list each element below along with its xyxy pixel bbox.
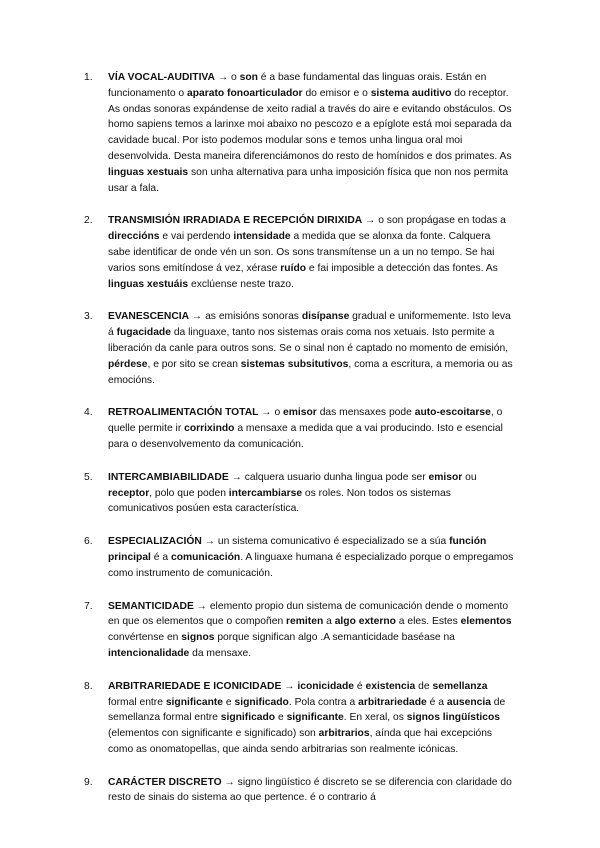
text-run: formal entre	[108, 696, 166, 708]
bold-term: sistemas subsitutivos	[240, 358, 349, 370]
bold-term: ruído	[280, 262, 307, 274]
bold-term: signos lingüísticos	[406, 712, 500, 724]
text-run: , aínda que hai excepcións como as onomatopellas, que ainda sendo arbitrarias son realmente icónicas.	[108, 728, 493, 755]
list-item-text	[108, 777, 512, 804]
bold-term: existencia	[365, 680, 416, 692]
text-run: convértense en	[108, 632, 182, 644]
bold-term: algo externo	[334, 616, 396, 628]
list-item-number: 9.	[84, 776, 93, 788]
text-run: , e por sito se crean	[147, 358, 241, 370]
text-run: , coma a escritura, a memoria ou as emocións.	[108, 358, 513, 386]
list-item	[84, 309, 514, 388]
bold-term: emisor	[428, 471, 463, 483]
bold-term: direccións	[108, 231, 160, 243]
text-run: son unha alternativa para unha imposición física que non nos permita usar a fala.	[108, 166, 509, 194]
text-run: . Pola contra a	[288, 696, 359, 708]
list-item-number: 3.	[84, 311, 93, 323]
text-run: da linguaxe, tanto nos sistemas orais coma nos xetuais. Isto permite a liberación da canle para outros sons. Se o sinal non é captado no momento de emisión,	[108, 327, 509, 354]
list-item-text	[108, 536, 513, 579]
text-run: → o	[214, 72, 240, 83]
bold-term: ausencia	[446, 696, 491, 708]
text-run: → o son propágase en todas a	[362, 215, 506, 227]
text-run: → un sistema comunicativo é especializado se a súa	[201, 536, 450, 548]
text-run: é a	[426, 696, 447, 708]
list-item	[84, 599, 514, 662]
list-item-text	[108, 311, 513, 385]
bold-term: ESPECIALIZACIÓN	[108, 536, 202, 548]
text-run: e vai perdendo	[159, 231, 234, 243]
text-run: a	[323, 616, 335, 628]
text-run: a mensaxe a medida que a vai producindo. Isto e esencial para o desenvolvemento da comunicación.	[108, 423, 503, 450]
bold-term: VÍA VOCAL-AUDITIVA	[108, 72, 215, 83]
text-run: porque significan algo .A semanticidade baséase na	[214, 632, 455, 644]
bold-term: auto-escoitarse	[414, 407, 491, 419]
list-item-number: 1.	[84, 72, 93, 83]
bold-term: emisor	[283, 407, 317, 419]
bold-term: sistema auditivo	[370, 87, 452, 99]
list-item	[84, 775, 514, 807]
text-run: exclúense neste trazo.	[188, 278, 295, 290]
text-run: →	[281, 680, 298, 692]
bold-term: significado	[234, 696, 289, 708]
list-item-text	[108, 72, 512, 194]
text-run: de	[415, 680, 433, 692]
list-item	[84, 213, 514, 292]
bold-term: semellanza	[432, 680, 488, 692]
list-item	[84, 534, 514, 581]
bold-term: intencionalidade	[108, 647, 190, 659]
list-item	[84, 70, 514, 196]
bold-term: intensidade	[233, 231, 291, 243]
text-run: → as emisións sonoras	[189, 311, 302, 323]
bold-term: arbitrariedade	[358, 696, 427, 708]
list-item-text	[108, 215, 506, 289]
bold-term: elementos	[460, 616, 512, 628]
text-run: (elementos con significante e significado) son	[108, 728, 319, 740]
bold-term: fugacidade	[116, 327, 171, 339]
bold-term: son	[239, 72, 258, 83]
bold-term: significante	[165, 696, 224, 708]
bold-term: TRANSMISIÓN IRRADIADA E RECEPCIÓN DIRIXIDA	[108, 215, 363, 227]
bold-term: linguas xestuais	[108, 166, 189, 178]
bold-term: significado	[220, 712, 276, 724]
text-run: de semellanza formal entre	[108, 696, 506, 724]
bold-term: EVANESCENCIA	[108, 311, 190, 323]
list-item-number: 6.	[84, 536, 93, 548]
bold-term: INTERCAMBIABILIDADE	[108, 471, 229, 483]
list-item-text	[108, 407, 503, 450]
text-run: e	[223, 696, 235, 708]
text-run: é a base fundamental das linguas orais. Están en funcionamento o	[108, 72, 487, 99]
bold-term: remiten	[286, 616, 324, 628]
text-run: e fai imposible a detección das fontes. As	[306, 262, 498, 274]
text-run: → o	[258, 407, 284, 419]
bold-term: aparato fonoarticulador	[187, 87, 303, 99]
text-run: . En xeral, os	[343, 712, 407, 724]
text-run: gradual e uniformemente. Isto leva á	[108, 311, 511, 339]
text-run: e	[275, 712, 287, 724]
bold-term: arbitrarios	[318, 728, 370, 740]
list-item	[84, 679, 514, 758]
bold-term: linguas xestuáis	[108, 278, 189, 290]
list-item-text	[108, 681, 505, 755]
bold-term: signos	[181, 632, 215, 644]
list-item-number: 4.	[84, 407, 93, 419]
text-run: a medida que se alonxa da fonte. Calquera sabe identificar de onde vén un son. Os sons transmítense un a un no tempo. Se hai varios sons emitíndose á vez, xérase	[108, 231, 495, 274]
bold-term: CARÁCTER DISCRETO	[108, 776, 222, 788]
bold-term: corrixindo	[184, 423, 235, 435]
list-item-number: 7.	[84, 600, 93, 612]
bold-term: SEMANTICIDADE	[108, 600, 194, 612]
bold-term: intercambiarse	[228, 487, 303, 499]
bold-term: iconicidade	[297, 680, 355, 692]
bold-term: disípanse	[301, 311, 350, 323]
text-run: ou	[462, 471, 477, 483]
text-run: , o quelle permite ir	[108, 407, 503, 435]
text-run: → calquera usuario dunha lingua pode ser	[228, 471, 429, 483]
list-item-text	[108, 601, 512, 659]
bold-term: RETROALIMENTACIÓN TOTAL	[108, 407, 259, 419]
text-run: → elemento propio dun sistema de comunicación dende o momento en que os elementos que o compoñen	[108, 600, 509, 628]
bold-term: comunicación	[170, 551, 241, 563]
list-item	[84, 405, 514, 452]
list-item-number: 5.	[84, 471, 93, 483]
text-run: da mensaxe.	[189, 647, 252, 659]
bold-term: significante	[286, 712, 344, 724]
text-run: a eles. Estes	[395, 616, 461, 628]
text-run: do emisor e o	[302, 87, 371, 99]
list-item-number: 2.	[84, 215, 93, 227]
text-run: é a	[150, 551, 171, 563]
bold-term: receptor	[108, 487, 150, 499]
numbered-list	[84, 70, 514, 824]
text-run: . A linguaxe humana é especializado porque o empregamos como instrumento de comunicación.	[108, 551, 514, 579]
bold-term: ARBITRARIEDADE E ICONICIDADE	[108, 680, 282, 692]
list-item-number: 8.	[84, 680, 93, 692]
list-item-text	[108, 472, 477, 515]
text-run: → signo lingüístico é discreto se se diferencia con claridade do resto de sinais do sistema ao que pertence. é o contrario á	[108, 776, 512, 804]
bold-term: pérdese	[108, 358, 148, 370]
text-run: , polo que poden	[149, 487, 229, 499]
text-run: é	[354, 680, 366, 692]
text-run: do receptor. As ondas sonoras expándense de xeito radial a través do aire e evitando obstáculos. Os homo sapiens temos a larinxe moi abaixo no pescozo e a epíglote está moi separada da cavidade bucal. Por isto podemos modular sons e temos unha lingua oral moi desenvolvida. Desta maneira diferenciámonos do resto de homínidos e dos primates. As	[108, 87, 512, 162]
text-run: das mensaxes pode	[316, 407, 415, 419]
list-item	[84, 470, 514, 517]
bold-term: función principal	[108, 536, 487, 563]
text-run: os roles. Non todos os sistemas comunicativos posúen esta característica.	[108, 487, 451, 515]
